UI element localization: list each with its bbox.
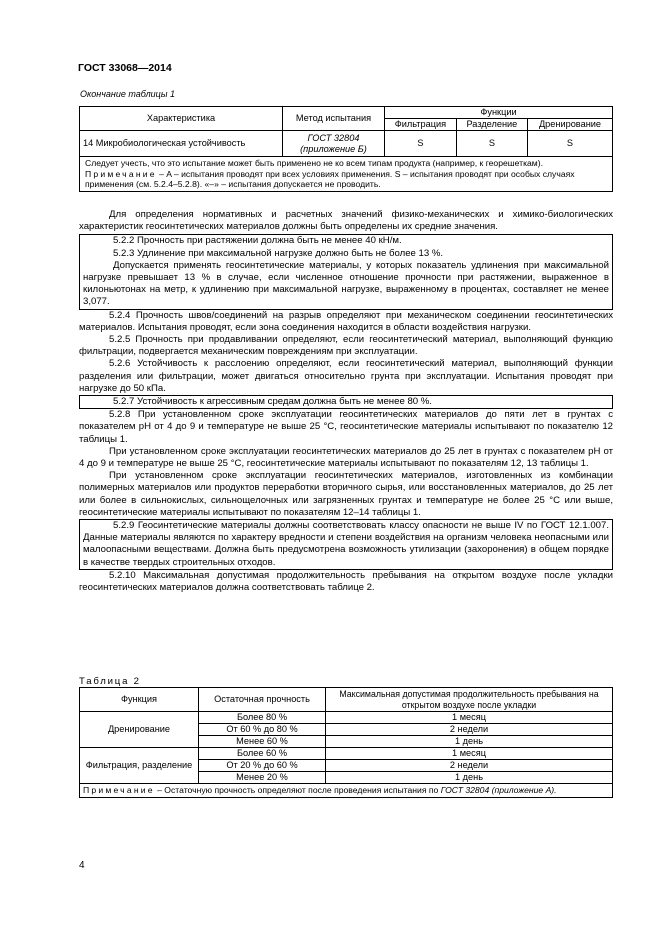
strength-cell: Более 80 %: [199, 712, 326, 724]
table2-note: [80, 784, 613, 798]
subcol-separation: Разделение: [456, 119, 527, 131]
note-label: Примечание: [83, 785, 155, 795]
col-strength: Остаточная прочность: [199, 688, 326, 712]
paragraph-5-2-6: 5.2.6 Устойчивость к расслоению определяют, если геосинтетический материал, выполняющий функции разделения или фильтрации, может двигаться относительно грунта при эксплуатации. Испытания проводят при нагрузке до 50 кПа.: [79, 358, 613, 394]
col-functions: Функции: [385, 107, 613, 119]
note-text: – A – испытания проводят при всех условиях применения. S – испытания проводят при особых случаях применения (см. 5.2.4–5.2.8). «–» – испытания допускается не проводить.: [85, 168, 575, 189]
col-duration: Максимальная допустимая продолжительность пребывания на открытом воздухе после укладки: [326, 688, 613, 712]
duration-cell: 1 месяц: [326, 748, 613, 760]
page-number: 4: [79, 860, 85, 871]
row-method: [283, 131, 385, 157]
row-characteristic: 14 Микробиологическая устойчивость: [80, 131, 283, 157]
note-label: Примечание: [85, 168, 157, 179]
row-method-line1: ГОСТ 32804: [307, 132, 360, 143]
strength-cell: Менее 60 %: [199, 736, 326, 748]
paragraph-5-2-7: 5.2.7 Устойчивость к агрессивным средам должна быть не менее 80 %.: [113, 396, 432, 408]
paragraph-5-2-2: 5.2.2 Прочность при растяжении должна быть не менее 40 кН/м.: [113, 235, 402, 247]
duration-cell: 1 день: [326, 736, 613, 748]
table-2: [79, 687, 613, 798]
duration-cell: 1 месяц: [326, 712, 613, 724]
highlight-box-527: [79, 395, 613, 409]
table1-notes: [80, 157, 613, 192]
col-characteristic: Характеристика: [80, 107, 283, 131]
col-function: Функция: [80, 688, 199, 712]
table2-caption: Таблица 2: [79, 676, 141, 687]
strength-cell: Менее 20 %: [199, 772, 326, 784]
strength-cell: Более 60 %: [199, 748, 326, 760]
table1-note1: Следует учесть, что это испытание может быть применено не ко всем типам продукта (например, к георешеткам).: [85, 158, 543, 168]
row-value-filtration: S: [385, 131, 457, 157]
note-reference: ГОСТ 32804 (приложение А).: [440, 785, 557, 795]
duration-cell: 1 день: [326, 772, 613, 784]
duration-cell: 2 недели: [326, 724, 613, 736]
duration-cell: 2 недели: [326, 760, 613, 772]
highlight-box-529: [79, 519, 613, 570]
document-header: ГОСТ 33068—2014: [78, 62, 172, 74]
row-value-separation: S: [456, 131, 527, 157]
group-function-drainage: Дренирование: [80, 712, 199, 748]
paragraph-5-2-3-b: Допускается применять геосинтетические материалы, у которых показатель удлинения при максимальной нагрузке превышает 13 % в случае, если численное отношение прочности при растяжении, выраженное в килоньютонах на метр, к удлинению при максимальной нагрузке, выраженному в процентах, составляет не менее 3,077.: [83, 259, 609, 308]
table1-caption: Окончание таблицы 1: [80, 89, 175, 99]
row-method-line2: (приложение Б): [300, 143, 367, 154]
paragraph-intro: Для определения нормативных и расчетных значений физико-механических и химико-биологических характеристик геосинтетических материалов должны быть определены их средние значения.: [79, 209, 613, 233]
row-value-drainage: S: [527, 131, 612, 157]
paragraph-5-2-8-c: При установленном сроке эксплуатации геосинтетических материалов, изготовленных из комбинации полимерных материалов или продуктов переработки вторичного сырья, или восстановленных материалов, до 25 лет или более в сильнокислых, сильнощелочных или загрязненных грунтах и температуре не более 25 °С или выше, геосинтетические материалы испытывают по показателям 12–14 таблицы 1.: [79, 470, 613, 518]
paragraph-5-2-8: 5.2.8 При установленном сроке эксплуатации геосинтетических материалов до пяти лет в грунтах с показателем pH от 4 до 9 и температуре не выше 25 °С, геосинтетические материалы испытывают по показателю 12 таблицы 1.: [79, 409, 613, 445]
strength-cell: От 60 % до 80 %: [199, 724, 326, 736]
highlight-box-522-523: [79, 234, 613, 309]
paragraph-5-2-4: 5.2.4 Прочность швов/соединений на разрыв определяют при механическом соединении геосинтетических материалов. Испытания проводят, если зона соединения находится в области воздействия нагрузки.: [79, 309, 613, 333]
paragraph-5-2-9: 5.2.9 Геосинтетические материалы должны соответствовать классу опасности не выше IV по ГОСТ 12.1.007. Данные материалы являются по характеру вредности и степени воздействия на организм человека неопасными или малоопасными веществами. Должна быть предусмотрена возможность утилизации (захоронения) в общем порядке в качестве твердых строительных отходов.: [83, 520, 609, 568]
subcol-filtration: Фильтрация: [385, 119, 457, 131]
subcol-drainage: Дренирование: [527, 119, 612, 131]
group-function-filtration-separation: Фильтрация, разделение: [80, 748, 199, 784]
table-1-continuation: [79, 106, 613, 192]
col-method: Метод испытания: [283, 107, 385, 131]
body-text: [79, 209, 613, 594]
strength-cell: От 20 % до 60 %: [199, 760, 326, 772]
paragraph-5-2-10: 5.2.10 Максимальная допустимая продолжительность пребывания на открытом воздухе после укладки геосинтетических материалов должна соответствовать таблице 2.: [79, 569, 613, 594]
table1-note2: [85, 169, 607, 190]
note-text: – Остаточную прочность определяют после проведения испытания по: [154, 785, 441, 795]
paragraph-5-2-3: 5.2.3 Удлинение при максимальной нагрузке должно быть не более 13 %.: [113, 247, 444, 259]
paragraph-5-2-8-b: При установленном сроке эксплуатации геосинтетических материалов до 25 лет в грунтах с показателем pH от 4 до 9 и температуре не выше 25 °С, геосинтетические материалы испытывают по показателям 12, 13 таблицы 1.: [79, 445, 613, 470]
paragraph-5-2-5: 5.2.5 Прочность при продавливании определяют, если геосинтетический материал, выполняющий функцию фильтрации, подвергается механическим повреждениям при эксплуатации.: [79, 334, 613, 358]
